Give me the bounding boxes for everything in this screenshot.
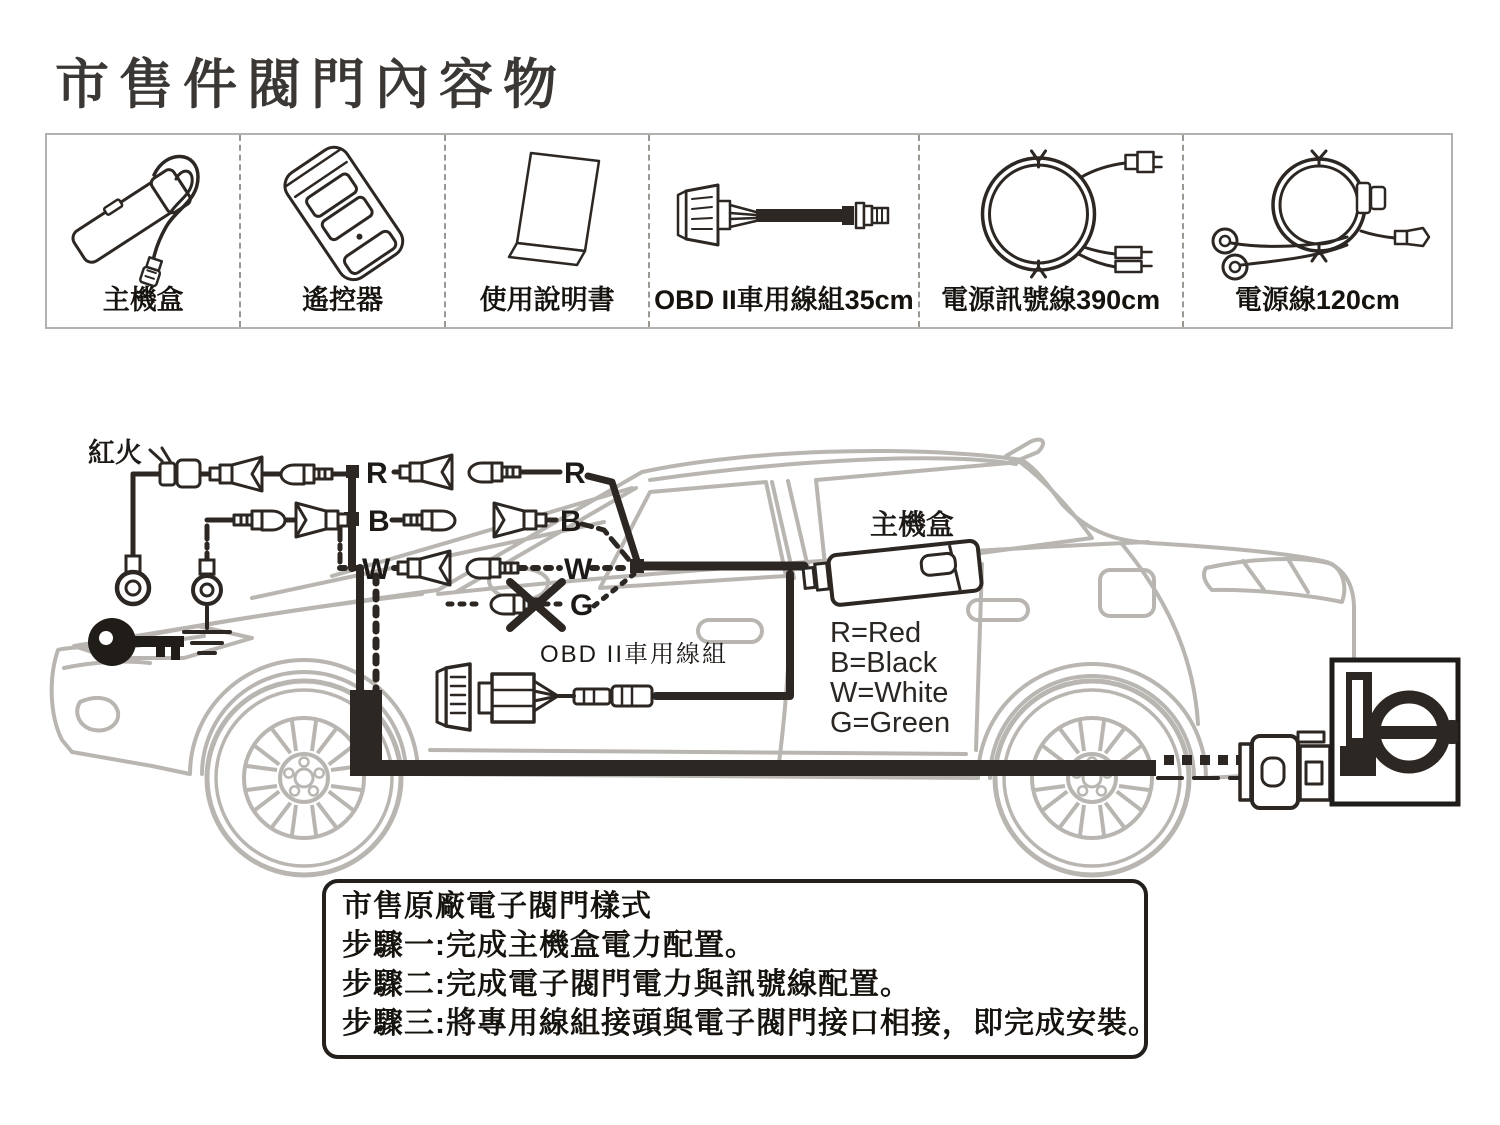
part-label: OBD II車用線組35cm	[654, 285, 914, 315]
wire-label-w2: W	[564, 553, 593, 586]
power-cable-icon	[1197, 139, 1437, 289]
car-outline	[52, 440, 1354, 778]
part-cell-manual	[446, 135, 650, 327]
legend-line-r: R=Red	[830, 617, 922, 649]
color-legend	[830, 617, 950, 739]
obd-harness-label: OBD II車用線組	[540, 641, 729, 668]
remote-icon	[253, 139, 433, 289]
wire-label-w1: W	[362, 553, 391, 586]
power-signal-cable-icon	[933, 139, 1168, 289]
part-cell-power-signal-cable	[920, 135, 1184, 327]
throttle-body-box	[1332, 660, 1458, 804]
instructions-heading: 市售原廠電子閥門樣式	[342, 890, 652, 923]
part-cell-obd-cable	[650, 135, 919, 327]
obd-cable-icon	[664, 139, 904, 289]
installation-diagram	[0, 400, 1500, 880]
wire-label-r2: R	[564, 457, 586, 490]
ring-terminals	[117, 556, 221, 604]
wire-label-g: G	[570, 589, 594, 622]
parts-strip	[45, 133, 1453, 329]
part-label: 主機盒	[102, 285, 184, 315]
main-unit-label: 主機盒	[870, 509, 955, 540]
part-cell-remote	[241, 135, 445, 327]
instruction-step-2: 步驟二:完成電子閥門電力與訊號線配置。	[342, 968, 911, 1001]
legend-line-b: B=Black	[830, 647, 938, 679]
main-unit-box	[802, 540, 982, 608]
part-label: 遙控器	[302, 285, 384, 315]
instruction-step-1: 步驟一:完成主機盒電力配置。	[342, 929, 756, 962]
ignition-label: 紅火	[88, 438, 142, 468]
part-label: 電源訊號線390cm	[941, 285, 1161, 315]
wire-label-r1: R	[366, 457, 388, 490]
part-cell-main-unit	[47, 135, 241, 327]
legend-line-g: G=Green	[830, 707, 951, 739]
throttle-connector	[1240, 732, 1330, 808]
instructions-box	[322, 879, 1159, 1059]
page-title: 市售件閥門內容物	[55, 55, 567, 115]
wire-label-b1: B	[368, 505, 390, 538]
main-unit-icon	[58, 139, 228, 289]
obd-harness	[437, 664, 652, 730]
part-label: 使用說明書	[479, 285, 615, 315]
part-cell-power-cable	[1184, 135, 1451, 327]
instruction-step-3: 步驟三:將專用線組接頭與電子閥門接口相接，即完成安裝。	[342, 1007, 1159, 1040]
manual-icon	[457, 139, 637, 289]
wire-label-b2: B	[560, 505, 582, 538]
fuse-holder	[150, 448, 200, 487]
part-label: 電源線120cm	[1234, 285, 1400, 315]
legend-line-w: W=White	[830, 677, 949, 709]
